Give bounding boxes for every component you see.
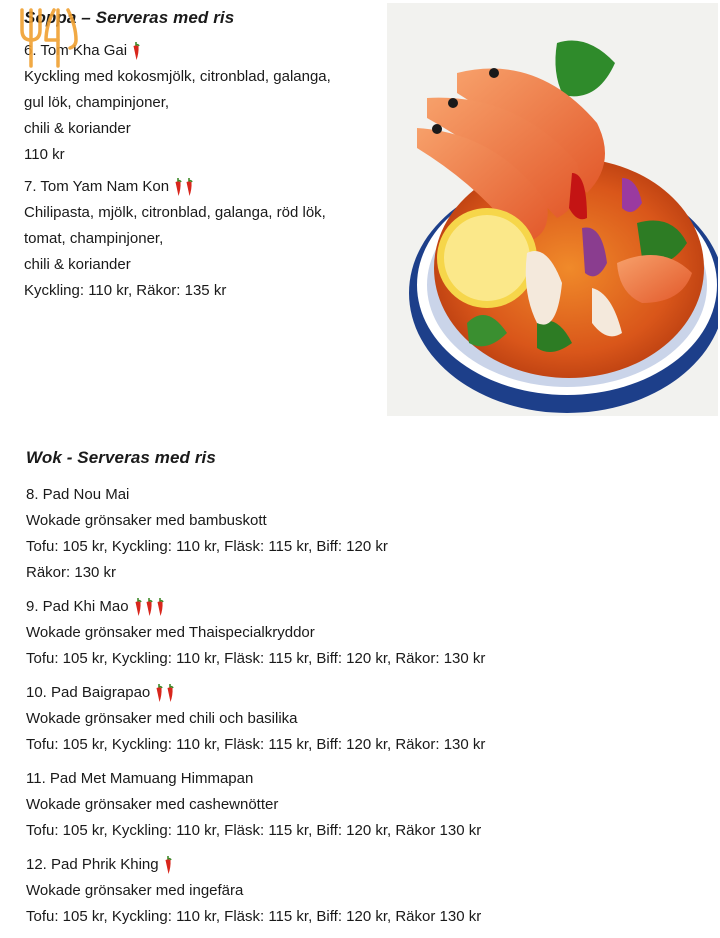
soup-item-list	[24, 38, 374, 304]
menu-item	[24, 174, 374, 304]
soup-bowl-illustration	[387, 3, 718, 416]
chili-pepper-icon	[133, 597, 143, 617]
chili-rating	[173, 177, 194, 197]
menu-item-description: tomat, champinjoner,	[24, 230, 164, 247]
menu-item	[26, 852, 706, 930]
menu-item-description: chili & koriander	[24, 120, 131, 137]
chili-rating	[133, 597, 165, 617]
chili-pepper-icon	[173, 177, 183, 197]
menu-item-name-row	[26, 852, 706, 878]
chili-rating	[154, 683, 175, 703]
menu-item-description: Tofu: 105 kr, Kyckling: 110 kr, Fläsk: 115 kr, Biff: 120 kr, Räkor 130 kr	[26, 822, 482, 839]
wok-section-title: Wok - Serveras med ris	[26, 448, 216, 467]
menu-item-name-row	[24, 174, 374, 200]
menu-item-name-row	[26, 594, 706, 620]
chili-pepper-icon	[155, 597, 165, 617]
menu-item-description: Wokade grönsaker med bambuskott	[26, 512, 267, 529]
menu-item-description: Wokade grönsaker med chili och basilika	[26, 710, 298, 727]
menu-item-name-row	[26, 766, 706, 792]
menu-item-description: Tofu: 105 kr, Kyckling: 110 kr, Fläsk: 115 kr, Biff: 120 kr, Räkor: 130 kr	[26, 650, 486, 667]
menu-item-name: 11. Pad Met Mamuang Himmapan	[26, 770, 254, 787]
menu-item-name: 6. Tom Kha Gai	[24, 42, 128, 59]
menu-item-description: Räkor: 130 kr	[26, 564, 117, 581]
menu-item-name: 12. Pad Phrik Khing	[26, 856, 159, 873]
menu-item-description: gul lök, champinjoner,	[24, 94, 170, 111]
menu-item-description: Wokade grönsaker med ingefära	[26, 882, 244, 899]
soup-section-title: Soppa – Serveras med ris	[24, 8, 235, 27]
menu-item-name: 10. Pad Baigrapao	[26, 684, 151, 701]
menu-item-description: Kyckling med kokosmjölk, citronblad, galanga,	[24, 68, 331, 85]
chili-rating	[131, 41, 141, 61]
menu-item-description: 110 kr	[24, 146, 65, 163]
fork-knife-icon	[14, 6, 84, 70]
menu-item-description: Chilipasta, mjölk, citronblad, galanga, röd lök,	[24, 204, 326, 221]
menu-item	[26, 680, 706, 758]
chili-pepper-icon	[184, 177, 194, 197]
menu-item	[26, 594, 706, 672]
tom-yam-soup-photo	[387, 3, 718, 416]
menu-item-name-row	[26, 680, 706, 706]
menu-item-description: Tofu: 105 kr, Kyckling: 110 kr, Fläsk: 115 kr, Biff: 120 kr, Räkor: 130 kr	[26, 736, 486, 753]
menu-item-description: Kyckling: 110 kr, Räkor: 135 kr	[24, 282, 227, 299]
menu-item	[26, 766, 706, 844]
wok-item-list	[26, 482, 706, 930]
chili-pepper-icon	[144, 597, 154, 617]
menu-item-name-row	[26, 482, 706, 508]
menu-item-description: Wokade grönsaker med Thaispecialkryddor	[26, 624, 315, 641]
menu-item-description: Tofu: 105 kr, Kyckling: 110 kr, Fläsk: 115 kr, Biff: 120 kr	[26, 538, 388, 555]
menu-item-description: Tofu: 105 kr, Kyckling: 110 kr, Fläsk: 115 kr, Biff: 120 kr, Räkor 130 kr	[26, 908, 482, 925]
menu-item-name: 9. Pad Khi Mao	[26, 598, 129, 615]
wok-section	[26, 446, 706, 938]
menu-item-description: chili & koriander	[24, 256, 131, 273]
chili-rating	[163, 855, 173, 875]
menu-item-name: 8. Pad Nou Mai	[26, 486, 130, 503]
menu-item	[26, 482, 706, 586]
chili-pepper-icon	[131, 41, 141, 61]
menu-item-description: Wokade grönsaker med cashewnötter	[26, 796, 279, 813]
menu-item-name: 7. Tom Yam Nam Kon	[24, 178, 170, 195]
chili-pepper-icon	[154, 683, 164, 703]
chili-pepper-icon	[163, 855, 173, 875]
chili-pepper-icon	[165, 683, 175, 703]
